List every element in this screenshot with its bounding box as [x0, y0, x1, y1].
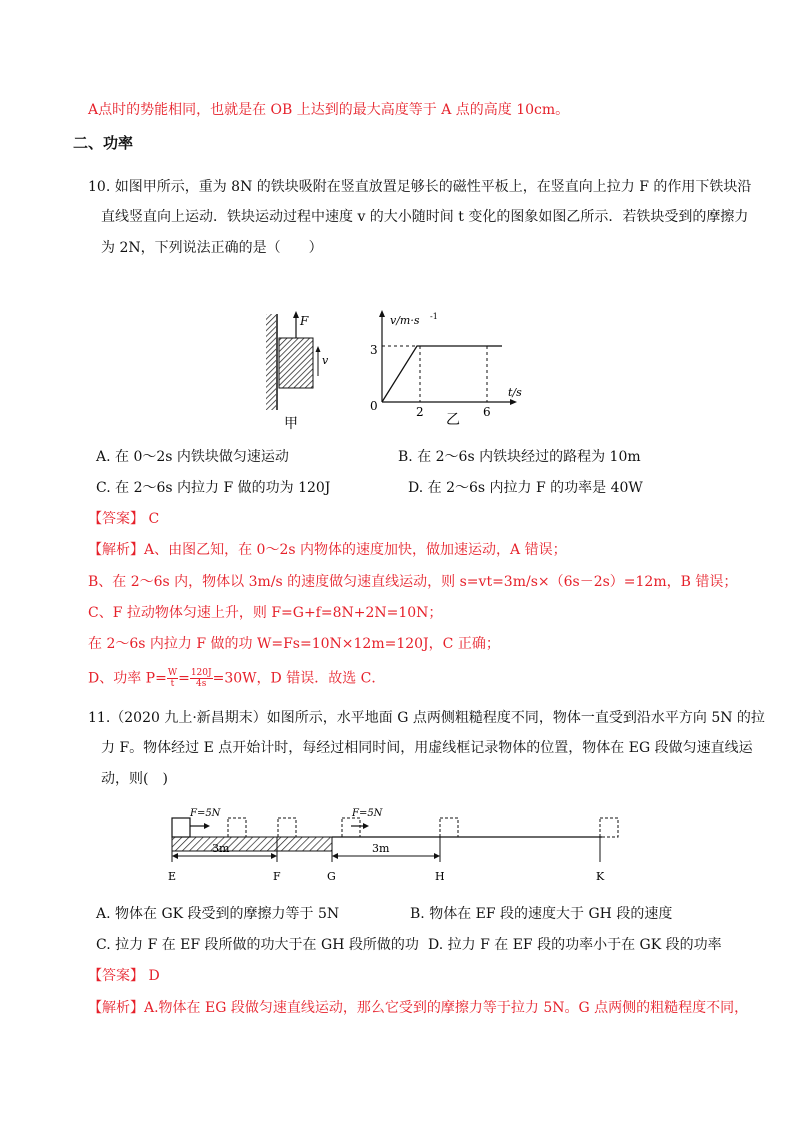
- figure-yi-graph: [362, 306, 532, 436]
- object-block: [172, 818, 190, 837]
- fraction-w-over-t: [167, 668, 178, 689]
- y-axis-exponent: -1: [430, 312, 438, 321]
- q11-option-b: B. 物体在 EF 段的速度大于 GH 段的速度: [410, 906, 673, 922]
- distance-arrowhead: [271, 853, 277, 859]
- q10-analysis-power: [88, 668, 385, 689]
- force-arrowhead: [204, 823, 210, 829]
- force-label: F: [300, 314, 309, 328]
- distance-label: 3m: [212, 842, 230, 855]
- position-dashed-box: [342, 818, 360, 837]
- point-label-k: K: [596, 870, 605, 883]
- y-axis-label: v/m·s: [390, 314, 420, 327]
- q11-stem-line: 力 F。物体经过 E 点开始计时，每经过相同时间，用虚线框记录物体的位置，物体在 EG 段做匀速直线运: [101, 740, 753, 756]
- x-axis-label: t/s: [508, 386, 522, 399]
- velocity-arrowhead: [316, 346, 321, 352]
- q10-stem-line: 直线竖直向上运动．铁块运动过程中速度 v 的大小随时间 t 变化的图象如图乙所示．若铁块受到的摩擦力: [101, 209, 749, 225]
- position-dashed-box: [228, 818, 246, 837]
- point-label-f: F: [273, 870, 281, 883]
- figure-ground-motion: [162, 800, 632, 890]
- iron-block: [279, 338, 313, 388]
- x-tick-label: 2: [416, 405, 424, 419]
- q10-answer: 【答案】 C: [88, 511, 160, 527]
- origin-label: 0: [370, 399, 378, 413]
- y-axis-arrow: [379, 310, 385, 317]
- q10-option-d: D. 在 2～6s 内拉力 F 的功率是 40W: [408, 480, 643, 496]
- q11-stem-line: 11.（2020 九上·新昌期末）如图所示，水平地面 G 点两侧粗糙程度不同，物体一直受到沿水平方向 5N 的拉: [88, 710, 765, 726]
- velocity-series-line: [382, 346, 487, 402]
- x-axis-arrow: [510, 399, 517, 405]
- q10-analysis-line: 在 2～6s 内拉力 F 做的功 W=Fs=10N×12m=120J，C 正确；: [88, 636, 500, 652]
- distance-arrowhead: [434, 853, 440, 859]
- power-prefix: D、功率 P=: [88, 670, 167, 687]
- force-arrowhead: [293, 311, 299, 318]
- q10-stem-line: 为 2N，下列说法正确的是（ ）: [101, 240, 323, 256]
- q10-stem-line: 10. 如图甲所示，重为 8N 的铁块吸附在竖直放置足够长的磁性平板上，在竖直向上拉力 F 的作用下铁块沿: [88, 179, 752, 195]
- figure-jia: [262, 306, 342, 436]
- distance-arrowhead: [172, 853, 178, 859]
- q10-analysis-line: 【解析】A、由图乙知，在 0～2s 内物体的速度加快，做加速运动，A 错误；: [88, 542, 567, 558]
- q11-option-c: C. 拉力 F 在 EF 段所做的功大于在 GH 段所做的功: [96, 937, 419, 953]
- q11-option-d: D. 拉力 F 在 EF 段的功率小于在 GK 段的功率: [428, 937, 722, 953]
- velocity-label: v: [322, 354, 329, 367]
- power-suffix: =30W，D 错误．故选 C．: [212, 670, 386, 687]
- force-arrowhead: [363, 823, 369, 829]
- wall-hatch: [266, 314, 276, 410]
- section-title: 二、功率: [73, 134, 134, 152]
- equals-sign: =: [178, 670, 190, 687]
- distance-arrowhead: [332, 853, 338, 859]
- force-label: F=5N: [190, 808, 221, 819]
- prev-analysis-line: A点时的势能相同，也就是在 OB 上达到的最大高度等于 A 点的高度 10cm。: [88, 102, 570, 118]
- position-dashed-box: [440, 818, 458, 837]
- q10-option-a: A. 在 0～2s 内铁块做匀速运动: [96, 449, 289, 465]
- fraction-work-over-time: [190, 668, 213, 689]
- point-label-g: G: [327, 870, 336, 883]
- q11-option-a: A. 物体在 GK 段受到的摩擦力等于 5N: [96, 906, 340, 922]
- fraction-numerator: 120J: [190, 668, 212, 678]
- y-tick-label: 3: [370, 343, 378, 357]
- distance-label: 3m: [372, 842, 390, 855]
- position-dashed-box: [278, 818, 296, 837]
- rough-ground-eg: [172, 837, 332, 851]
- figure-jia-label: 甲: [284, 416, 298, 432]
- q10-analysis-line: B、在 2～6s 内，物体以 3m/s 的速度做匀速直线运动，则 s=vt=3m/s×（6s－2s）=12m，B 错误；: [88, 574, 738, 590]
- q10-option-b: B. 在 2～6s 内铁块经过的路程为 10m: [398, 449, 641, 465]
- q11-analysis-line: 【解析】A.物体在 EG 段做匀速直线运动，那么它受到的摩擦力等于拉力 5N。G 点两侧的粗糙程度不同，: [88, 1000, 749, 1016]
- figure-yi-label: 乙: [446, 412, 460, 428]
- fraction-denominator: t: [170, 679, 175, 689]
- q11-stem-line: 动，则( ): [101, 771, 168, 787]
- point-label-h: H: [435, 870, 445, 883]
- fraction-numerator: W: [167, 668, 178, 678]
- q10-analysis-line: C、F 拉动物体匀速上升，则 F=G+f=8N+2N=10N；: [88, 605, 443, 621]
- point-label-e: E: [168, 870, 177, 883]
- q11-answer: 【答案】 D: [88, 968, 160, 984]
- fraction-denominator: 4s: [196, 679, 207, 689]
- x-tick-label: 6: [483, 405, 491, 419]
- q10-option-c: C. 在 2～6s 内拉力 F 做的功为 120J: [96, 480, 331, 496]
- position-dashed-box: [600, 818, 618, 837]
- force-label: F=5N: [352, 808, 383, 819]
